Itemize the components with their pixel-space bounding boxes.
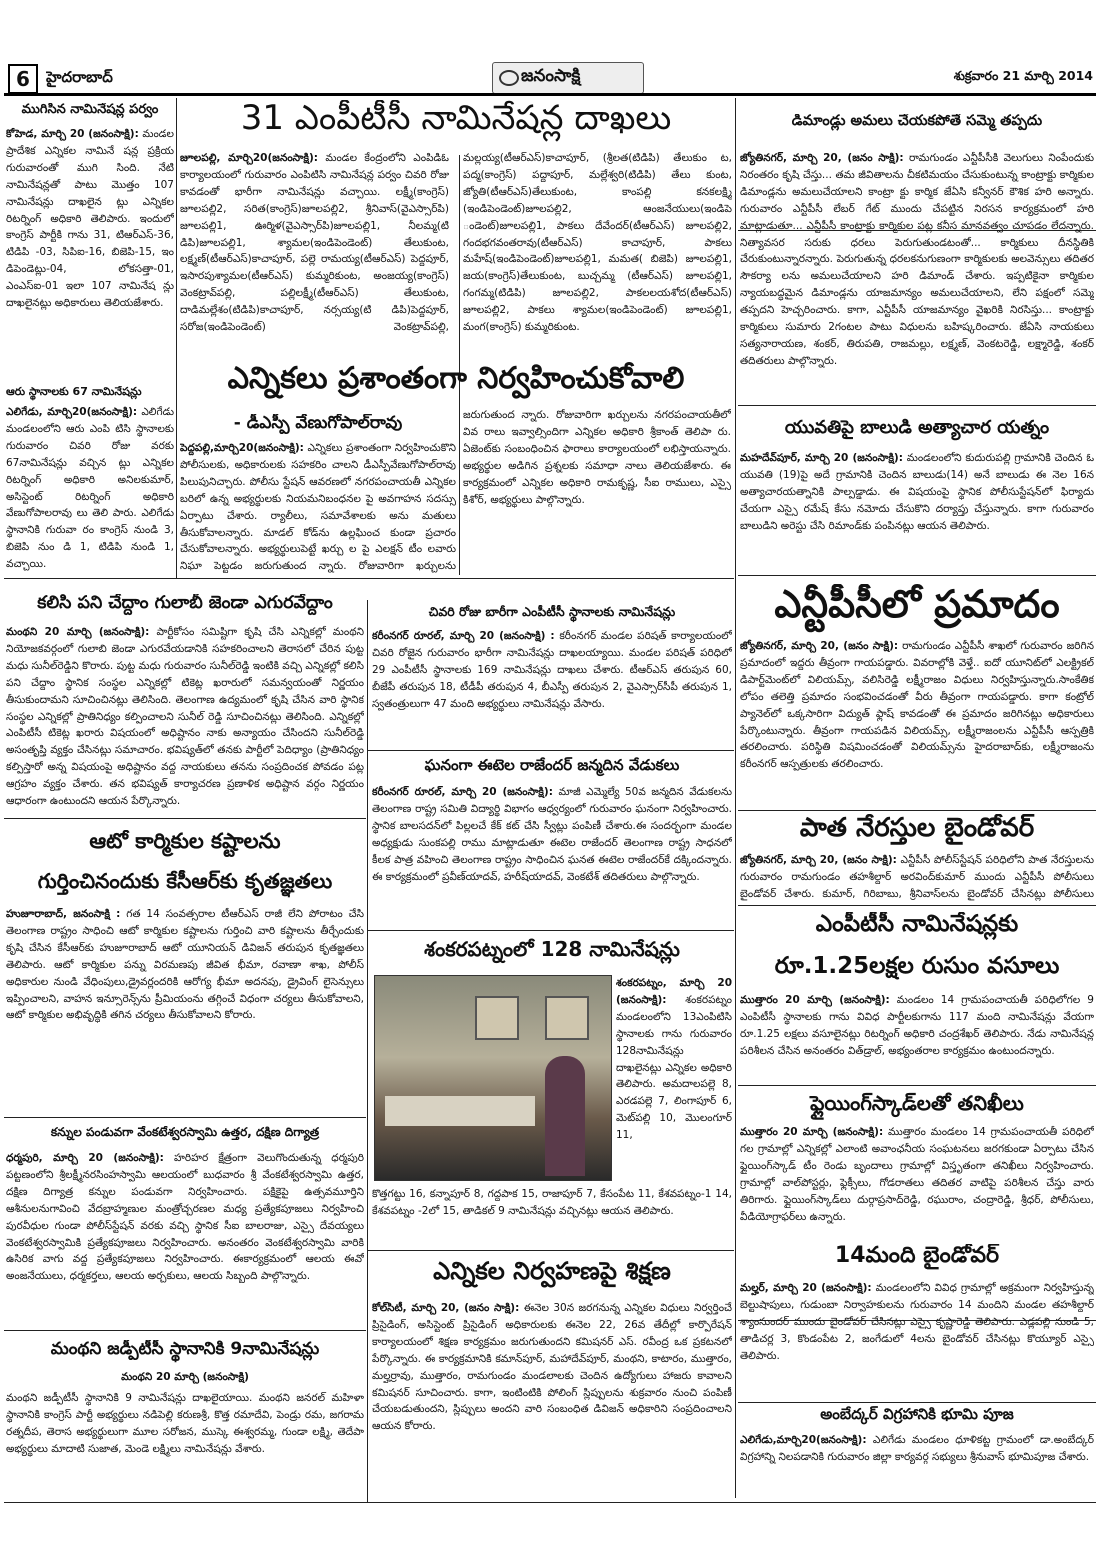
dateline: మల్హర్, మార్చి 20 (జనంసాక్షి): [740,1282,872,1294]
masthead-paper-name: జనంసాక్షి [521,66,581,86]
headline-nominations-over: ముగిసిన నామినేషన్ల పర్వం [21,103,159,117]
article-peaceful-elections-a [180,440,456,574]
article-nominations-over [6,126,174,376]
article-manthani-zptc [6,1390,364,1498]
article-text: ఎలిగేడు మండలం ధూళికట్ట గ్రామంలో డా.అంబేద్కర్ విగ్రహాన్ని నిలపడానికి గురువారం జిల్లా కార్యవర్గ సభ్యులు శ్రీనువాస్ భూమిపూజ చేశారు. [740,1434,1094,1463]
headline-ntpc-accident: ఎన్టీపీసీలో ప్రమాదం [774,584,1060,626]
headline-venkateswara: కన్నుల పండువగా వేంకటేశ్వరస్వామి ఉత్తర, దక్షిణ దిగ్యాత్ర [50,1126,320,1139]
article-mptc-31 [180,150,732,355]
photo-table [385,1096,535,1126]
article-six-seats [6,404,174,574]
article-text: మండల ప్రాదేశిక ఎన్నికల నామినే షన్ల ప్రక్రియ గురువారంతో ముగి సింది. నేటి నామినేషన్లతో పాటు మొత్తం 107 నామినేషన్లు దాఖలైన ట్లు ఎన్నికల రిటర్నింగ్ అధికారి తెలిపారు. ఇందులో కాంగ్రెస్ పార్టీకి గాను 31, టిఆర్ఎస్-36, టిడిపి -03, సిపిఐ-16, బిజెపి-15, ఇం డిపెండెట్లు-04, లోకసత్తా-01, ఎంఎస్ఐ-01 ఇలా 107 నామినేష న్లు దాఖలైనట్లు అధికారులు తెలియజేశారు. [6,128,174,310]
article-text: హరిహర క్షేత్రంగా వెలుగొందుతున్న ధర్మపురి పట్టణంలోని శ్రీలక్ష్మీనరసింహస్వామి ఆలయంలో బుధవారం శ్రీ వేంకటేశ్వరస్వామి ఉత్తర, దక్షిణ దిగ్యాత్ర కన్నుల పండువగా నిర్వహించారు. పక్షికైపై ఉత్సవమూర్తిని ఆశీనులనుగావించి వేదబ్రాహ్మణుల మంత్రోచ్చరణల మధ్య ప్రత్యేకపూజలు నిర్వహించి పురవీధుల గుండా పోలీస్‌స్టేషన్ వరకు వచ్చి స్థానిక సీఐ బాలరాజు, ఎస్సై దేవయ్యలు వెంకటేశ్వరస్వామికి ప్రత్యేకపూజలు నిర్వహించారు. అనంతరం వెంకటేశ్వరస్వామి వారికి ఉసిరిక వాగు వద్ద ప్రత్యేకపూజలు నిర్వహించారు. ఈకార్యక్రమంలో ఆలయ ఈవో అంజనేయులు, ధర్మకర్తలు, ఆలయ అర్చకులు, ఆలయ సిబ్బంది పాల్గొన్నారు. [6,1152,364,1283]
article-training [372,1300,732,1498]
headline-old-criminals: పాత నేరస్తుల బైండోవర్ [799,814,1035,843]
article-text: కొత్తగట్టు 16, కన్నాపూర్ 8, గద్దపాక 15, రాజాపూర్ 7, కేసంపేట 11, కేశవపట్నం-1 14, కేశవపట్నం -2లో 15, తాడికల్ 9 నామినేషన్లు వచ్చినట్లు ఆయన తెలిపారు. [372,1188,732,1217]
dateline: ఎలిగేడు, మార్చి20(జనంసాక్షి): [6,406,138,418]
article-shankarapatnam-bottom [372,1186,732,1246]
masthead-city: హైదరాబాద్ [46,68,113,86]
article-text: మంథని జడ్పీటీసీ స్థానానికి 9 నామినేషన్లు దాఖలైయాయి. మంథని జనరల్ మహిళా స్థానానికి కాంగ్రెస్ పార్టీ అభ్యర్థులు నడిపెల్లి కరుణశ్రీ, కొత్త రమాదేవి, పెండ్రు రమ, జగరామ రత్నదీప, తెరాస అభ్యర్థులుగా మూల సరోజన, ముస్కె ఈశ్వరమ్మ, గుండా లక్ష్మి, తెదేపా అభ్యర్థులు మాదాటి సుజాత, మెండె లక్ష్మిలు నామినేషన్లు వేశారు. [6,1392,364,1455]
dateline: కరీంనగర్ రూరల్, మార్చి 20 (జనంసాక్షి): [372,786,553,798]
headline-manthani-zptc: మంథని జడ్పీటీసీ స్థానానికి 9నామినేషన్లు [50,1340,320,1359]
article-binding14 [740,1280,1094,1398]
article-text: ఈనెల 30న జరగనున్న ఎన్నికల విధులు నిర్వర్తించే ప్రిసైడింగ్, అసిస్టెంట్ ప్రిసైడింగ్ అధికారులకు ఈనెల 22, 26వ తేదీల్లో కార్పొరేషన్ కార్యాలయంలో శిక్షణ కార్యక్రమం జరుగుతుందని కమిషనర్ ఎస్. రవీంద్ర ఒక ప్రకటనలో పేర్కొన్నారు. ఈ కార్యక్రమానికి కమాన్‌పూర్, మహాదేవ్‌పూర్, మంథని, కాటారం, ముత్తారం, మల్హర్రావు, ముత్తారం, రామగుండం మండలాలకు చెందిన ఉద్యోగులు హాజరు కావాలని కమిషనర్ సూచించారు. కాగా, ఇంటింటికి పోలింగ్ స్లిప్పులను శుక్రవారం నుంచి పంపిణీ చేయబడుతుందని, స్లిప్పులు అందని వారి సంబంధిత డివిజన్ అధికారిని సంప్రదించాలని ఆయన కోరారు. [372,1302,732,1433]
headline-binding14: 14మంది బైండోవర్ [834,1244,1000,1268]
masthead-date: శుక్రవారం 21 మార్చి 2014 [953,68,1093,83]
article-attempt [740,450,1094,550]
article-text: మండల కేంద్రంలోని ఎంపిడిఓ కార్యాలయంలో గురువారం ఎంపిటిసి నామినేషన్ల పర్వం చివరి రోజు కావడంతో భారీగా నామినేషన్లు వచ్చాయి. లక్ష్మీ(కాంగ్రెస్) జూలపల్లి2, సరిత(కాంగ్రెస్)జూలపల్లి2, శ్రీనివాస్(వైఎస్సార్‌పి) జూలపల్లి1, ఊర్మిళ(వైఎస్సార్‌పి)జూలపల్లి1, నీలమ్మ(టి డిపి)జూలపల్లి1, శ్యామల(ఇండిపెండెంట్) తేలుకుంట, లక్ష్మణ్(టీఆర్ఎస్)కాచాపూర్, పల్లె రామయ్య(టీఆర్ఎస్) పెద్దపూర్, ఇసారపుశ్యామల(టీఆర్ఎస్) కుమ్మరికుంట, అంజయ్య(కాంగ్రెస్) వెంకట్రావ్‌పల్లి, పల్లిలక్ష్మీ(టీఆర్ఎస్) తేలుకుంట, దాడిమల్లేశం(టిడిపి)కాచాపూర్, నర్సయ్య(టి డిపి)పెద్దపూర్, సరోజ(ఇండిపెండెంట్) వెంకట్రావ్‌పల్లి, మల్లయ్య(టీఆర్ఎస్)కాచాపూర్, (శ్రీలత(టిడిపి) తేలుకుం ట, పద్మ(కాంగ్రెస్) పద్దాపూర్, మల్లేశ్వరి(టిడిపి) తేలు కుంట, జ్యోతి(టీఆర్ఎస్)తేలుకుంట, కాంపల్లి కనకలక్ష్మి (ఇండిపెండెంట్)జూలపల్లి2, ఆంజనేయులు(ఇండిపె ండెంట్)జూలపల్లి1, పాకలు దేవేందర్(టీఆర్ఎస్) జూలపల్లి2, గందభగవంతరావు(టీఆర్ఎస్) కాచాపూర్, పాకలు మహేష్(ఇండిపెండెంట్)జూలపల్లి1, మమత( బిజెపి) జూలపల్లి1, జయ(కాంగ్రెస్)తేలుకుంట, బుచ్చమ్మ (టీఆర్ఎస్) జూలపల్లి1, గంగమ్మ(టిడిపి) జూలపల్లి2, పాకలలయశోద(టీఆర్ఎస్) జూలపల్లి2, పాకలు శ్యామల(ఇండిపెండెంట్) జూలపల్లి1, మంగ(కాంగ్రెస్) కుమ్మరికుంట. [180,152,732,334]
article-flying-squad [740,1124,1094,1232]
eye-logo-icon [499,70,519,86]
dateline: జూలపల్లి, మార్చి20(జనంసాక్షి): [180,152,318,164]
headline-mptc-31: 31 ఎంపీటీసీ నామినేషన్ల దాఖలు [240,100,672,138]
article-peaceful-elections-b [463,408,731,574]
dateline: ధర్మపురి, మార్చి 20 (జనంసాక్షి): [6,1152,164,1164]
dateline: జ్యోతినగర్, మార్చి 20, (జనం సాక్షి): [740,640,899,652]
dateline: ముత్తారం 20 మార్చి (జనంసాక్షి): [740,994,890,1006]
article-text: ఎలిగేడు మండలంలోని ఆరు ఎంపి టిసి స్థానాలకు గురువారం చివరి రోజు వరకు 67నామినేషన్లు వచ్చిన ట్లు ఎన్నికల రిటర్నింగ్ అధికారి అనిలకుమార్, అసిస్టెంట్ రిటర్నింగ్ అధికారి వేణుగోపాలరావు లు తెలి పారు. ఎలిగేడు స్థానానికి గురువా రం కాంగ్రెస్ నుండి 3, బిజెపి నుం డి 1, టిడిపి నుండి 1, వచ్చాయి. [6,406,174,571]
masthead-logo [492,62,644,94]
headline-shankarapatnam: శంకరపట్నంలో 128 నామినేషన్లు [424,938,680,961]
headline-fee-2: రూ.1.25లక్షల రుసుం వసూలు [774,954,1060,979]
photo-window-2 [545,996,589,1040]
article-text: మండలంలోని కుదురుపల్లి గ్రామానికి చెందిన ఓ యువతి (19)పై అదే గ్రామానికి చెందిన బాలుడు(14) అనే బాలుడు ఈ నెల 16న అత్యాచారయత్నానికి పాల్పడ్డాడు. ఈ విషయంపై స్థానిక పోలీసుస్టేషన్‌లో ఫిర్యాదు చేయగా ఎస్సై రమేష్ కేసు నమోదు చేసుకొని దర్యాప్తు చేస్తున్నారు. కాగా గురువారం బాలుడిని అరెస్టు చేసి రిమాండ్‌కు పంపినట్లు ఆయన తెలిపారు. [740,452,1094,532]
dateline: పెద్దపల్లి,మార్చి20(జనంసాక్షి): [180,442,304,454]
article-etela-birthday [372,784,732,926]
article-text: గత 14 సంవత్సరాల టీఆర్ఎస్ రాజీ లేని పోరాటం చేసి తెలంగాణ రాష్ట్రం సాధించి ఆటో కార్మికుల కష్టాలను గుర్తించి వారి కష్టాలను తీర్చేందుకు కృషి చేసిన కేసీఆర్‌కు హుజూరాబాద్ ఆటో యూనియన్ డివిజన్ తరుపున కృతజ్ఞతలు తెలిపారు. ఆటో కార్మికుల పన్ను విరమణపు జీవిత భీమా, రవాణా శాఖ, పోలీస్ అధికారుల నుండి వేధింపులు,డ్రైవర్లందరికి ఆరోగ్య భీమా అదనపు, డ్రైవింగ్ లైసెన్సులు ఇప్పించాలని, వాహన ఇన్సూరెన్స్‌ను ప్రీమియంను తగ్గించే విధంగా చర్యలు తీసుకోవాలని, ఆటో కార్మికుల అభివృద్ధికి తగిన చర్యలు తీసుకోవాలని కోరారు. [6,908,364,1022]
article-text: మాజీ ఎమ్మెల్యే 50వ జన్మదిన వేడుకలను తెలంగాణ రాష్ట్ర సమితి విద్యార్థి విభాగం ఆధ్వర్యంలో గురువారం ఘనంగా నిర్వహించారు. స్థానిక బాలసదన్‌లో పిల్లలచే కేక్ కట్ చేసి స్వీట్లు పంపిణీ చేశారు.ఈ సందర్భంగా మండల అధ్యక్షుడు సుంకపల్లి రాము మాట్లాడుతూ ఈటెల రాజేందర్ తెలంగాణ రాష్ట్ర సాధనలో కీలక పాత్ర వహించి తెలంగాణ రాష్ట్రం సాధించిన ఘనత ఈటెల రాజేందర్‌కే దక్కిందన్నారు. ఈ కార్యక్రమంలో ప్రవీణ్‌యాదవ్, హరీష్‌యాదవ్, వెంకటేశ్ తదితరులు పాల్గొన్నారు. [372,786,732,883]
article-pink-flag [6,624,364,814]
article-ambedkar [740,1432,1094,1498]
headline-peaceful-elections: ఎన్నికలు ప్రశాంతంగా నిర్వహించుకోవాలి [227,362,685,396]
dateline: శంకరపట్నం, మార్చి 20 (జనంసాక్షి): [616,977,732,1006]
article-text: ఎన్టీపీసీ పోలీస్‌స్టేషన్ పరిధిలోని పాత నేరస్తులను గురువారం రామగుండం తహశీల్దార్ అరవింద్‌కుమార్ ముందు ఎన్టీపీసీ పోలీసులు బైండోవర్ చేశారు. కుమార్, గిరిబాబు, శ్రీనివాస్‌లను బైండోవర్ చేసినట్లు పోలీసులు [740,854,1094,900]
headline-fee-1: ఎంపీటీసీ నామినేషన్లకు [815,912,1019,937]
dateline: ఎలిగేడు,మార్చి20(జనంసాక్షి): [740,1434,867,1446]
headline-strike: డిమాండ్లు అమలు చేయకపోతే సమ్మె తప్పదు [791,114,1043,129]
headline-attempt: యువతిపై బాలుడి అత్యాచార యత్నం [740,418,1094,446]
article-last-day [372,628,732,746]
article-text: మండలం 14 గ్రామపంచాయతీ పరిధిలోగల 9 ఎంపిటీసీ స్థానాలకు గాను వివిధ పార్టీలకుగాను 117 మంది నామినేషన్లు వేయగా రూ.1.25 లక్షలు వసూలైనట్లు రిటర్నింగ్ అధికారి చంద్రశేఖర్ తెలిపారు. నేడు నామినేషన్ల పరిశీలన చేసిన అనంతరం విత్‌డ్రాల్, అభ్యంతరాల కార్యక్రమం ఉంటుందన్నారు. [740,994,1094,1057]
article-text: జరుగుతుంద న్నారు. రోజువారిగా ఖర్చులను నగరపంచాయతీలో వివ రాలు ఇవ్వాల్సిందిగా ఎన్నికల అధికారి శ్రీకాంత్ తెలిపా రు. ఏజెంట్‌కు సంబంధించిన ఫారాలు కార్యాలయంలో లభిస్తాయన్నారు. అభ్యర్థుల అడిగిన ప్రశ్నలకు సమాధా నాలు తెలియజేశారు. ఈ కార్యక్రమంలో ఎన్నికల అధికారి రామకృష్ణ, సీఐ రాములు, ఎస్సై కిశోర్, అభ్యర్థులు పాల్గొన్నారు. [463,409,731,506]
article-ntpc-accident [740,638,1094,806]
article-text: ముత్తారం మండలం 14 గ్రామపంచాయతీ పరిధిలో గల గ్రామాల్లో ఎన్నికల్లో ఎలాంటి అవాంఛనీయ సంఘటనలు జరగకుండా ఏర్పాటు చేసిన ఫ్లైయింగ్‌స్కాడ్ టీం రెండు బృందాలు గ్రామాల్లో విస్తృతంగా తనిఖీలు నిర్వహించారు. గ్రామాల్లో వాల్‌పోస్టర్లు, ఫ్లెక్సీలు, గోడరాతలు తదితర వాటిపై పరిశీలన చేస్తు వారు తిరిగారు. ఫ్లైయింగ్‌స్కాడ్‌లు దుర్గాప్రసాద్‌రెడ్డి, రఘురాం, చంద్రారెడ్డి, శ్రీధర్, పోలీసులు, వీడియోగ్రాఫర్‌లు ఉన్నారు. [740,1126,1094,1223]
dateline: హుజూరాబాద్, జనంసాక్షి : [6,908,121,920]
headline-pink-flag: కలిసి పని చేద్దాం గులాబీ జెండా ఎగురవేద్దాం [37,594,333,613]
article-text: పార్టీకోసం సమిష్టిగా కృషి చేసి ఎన్నికల్లో మంథని నియోజకవర్గంలో గులాబి జెండా ఎగురవేయడానికి సహకరించాలని తెరాసలో చేరిన పుట్ట మధు సునీల్‌రెడ్డిని కొరారు. పుట్ట మధు గురువారం సునీల్‌రెడ్డి ఇంటికి వచ్చి ఎన్నికల్లో కలిసి పని చేద్దాం స్థానిక సంస్థల ఎన్నికల్లో టికెట్ల ఖరారులో సమన్వయంతో నిర్ణయం తీసుకుందామని సూచించినట్లు తెలిసింది. తెలంగాణ ఉద్యమంలో కృషి చేసిన వారి స్థానిక సంస్థల ఎన్నికల్లో ప్రాతినిధ్యం కల్పించాలని సునీల్ రెడ్డి సూచించినట్లు తెలిసింది. ఎన్నికల్లో ఎంపిటీసీ టికెట్ల ఖరారు విషయంలో అధిష్టానం నాకు అన్యాయం చేసిందని సునీల్‌రెడ్డి అసంతృప్తి వ్యక్తం చేసినట్లు సమాచారం. భవిష్యత్‌లో తనకు పార్టీలో పెదిధ్యాం (ప్రాతినిధ్యం కల్పిస్తారో అన్న విషయంపై అధిష్టానం వద్ద నాయకులు తనను సంప్రదించక పోవడం పట్ల ఆగ్రహం వ్యక్తం చేశారు. తన భవిష్యత్ కార్యాచరణ ప్రణాళిక అధిష్టాన వర్గం నిర్ణయం ఆధారంగా ఉంటుందని ఆయన పేర్కొన్నారు. [6,626,364,808]
article-fee [740,992,1094,1082]
headline-ambedkar: అంబేద్కర్ విగ్రహానికి భూమి పూజ [820,1406,1014,1423]
dateline: మంథని 20 మార్చి (జనంసాక్షి): [6,626,150,638]
dateline-manthani-zptc: మంథని 20 మార్చి (జనంసాక్షి) [121,1372,249,1383]
article-text: కరీంనగర్ మండల పరిషత్ కార్యాలయంలో చివరి రోజైన గురువారం భారీగా నామినేషన్లు దాఖలయ్యాయి. మండల పరిషత్ పరిధిలో 29 ఎంపీటీసీ స్థానాలకు 169 నామినేషన్లు దాఖలు చేశారు. టీఆర్ఎస్ తరుపున 60, బీజేపీ తరుపున 18, టీడీపీ తరుపున 4, బీఎస్పీ తరుపున 2, వైఎస్సార్‌సీపీ తరుపున 1, స్వతంత్రులుగా 47 మంది అభ్యర్థులు నామినేషన్లు వేసారు. [372,630,732,710]
headline-auto-workers-2: గుర్తించినందుకు కేసీఆర్‌కు కృతజ్ఞతలు [37,870,333,893]
headline-training: ఎన్నికల నిర్వహణపై శిక్షణ [433,1258,671,1285]
dateline: ముత్తారం 20 మార్చి (జనంసాక్షి): [740,1126,884,1138]
article-venkateswara [6,1150,364,1326]
headline-flying-squad: ఫ్లైయింగ్‌స్కాడ్‌లతో తనిఖీలు [810,1092,1024,1115]
dateline: కరీంనగర్ రూరల్, మార్చి 20 (జనంసాక్షి) : [372,630,555,642]
photo-window-1 [475,996,519,1040]
article-text: ఎన్నికలు ప్రశాంతంగా నిర్వహించుకొని పోలీసులకు, అధికారులకు సహకరిం చాలని డీఎస్పీవేణుగోపాల్‌రావు పిలుపునిచ్చారు. పోలీసు స్టేషన్ ఆవరణలో నగరపంచాయతీ ఎన్నికల బరిలో ఉన్న అభ్యర్థులకు నియమనిబంధనల పై అవగాహన సదస్సు ఏర్పాటు చేశారు. ర్యాలీలు, సమావేశాలకు అను మతులు తీసుకోవాలన్నారు. మాడల్ కోడ్‌ను ఉల్లఘించ కుండా ప్రచారం చేసుకోవాలన్నారు. అభ్యర్థులుపెట్టే ఖర్చు ల పై ఎలక్షన్ టీం లవారు నిఘా పెట్టడం జరుగుతుంద న్నారు. రోజువారిగా ఖర్చులను [180,442,456,573]
article-text: రామగుండం ఎన్టీపీసీ శాఖలో గురువారం జరిగిన ప్రమాదంలో ఇద్దరు తీవ్రంగా గాయపడ్డారు. వివరాల్లోకి వెళ్తే.. ఐదో యూనిట్‌లో ఎలక్ట్రికల్ డిపార్ట్‌మెంట్‌లో విలియమ్స్, వలిసిరెడ్డి లక్ష్మీరాజం విధులు నిర్వహిస్తున్నారు.సాంకేతిక లోపం తలెత్తి ప్రమాదం సంభవించడంతో వీరు తీవ్రంగా గాయపడ్డారు. కాగా కంట్రోల్ ప్యానెల్‌లో ఒక్కసారిగా విద్యుత్ ఫ్లాష్ కావడంతో ఈ ప్రమాదం జరిగినట్లు అధికారులు పేర్కొంటున్నారు. తీవ్రంగా గాయపడిన విలియమ్స్, లక్ష్మీరాజంలను ఎన్టీపీసీ ఆస్పత్రికి తరలించారు. పరిస్థితి విషమించడంతో విలియమ్స్‌ను హైదరాబాద్‌కు, లక్ష్మీరాజంను కరీంనగర్ ఆస్పత్రులకు తరలించారు. [740,640,1094,771]
page-number: 6 [8,64,38,94]
headline-auto-workers-1: ఆటో కార్మికుల కష్టాలను [89,830,281,853]
article-shankarapatnam-side [616,975,732,1185]
dateline: కోహెడ, మార్చి 20 (జనంసాక్షి): [6,128,139,140]
subhead-dsp: - డీఎస్పీ వేణుగోపాల్‌రావు [233,414,403,433]
article-text: శంకరపట్నం మండలంలోని 13ఎంపిటిసి స్థానాలకు గాను గురువారం 128నామినేషన్లు దాఖలైనట్లు ఎన్నికల అధికారి తెలిపారు. అమదాలపల్లె 8, ఎరడపల్లె 7, లింగాపూర్ 6, మెట్‌పల్లి 10, మొలంగూర్ 11, [616,993,732,1142]
article-old-criminals [740,852,1094,904]
news-photo [374,975,612,1181]
article-auto-workers [6,906,364,1112]
article-text: రామగుండం ఎన్టీపీసీకి వెలుగులు నింపేందుకు నిరంతరం కృషి చేస్తు... తమ జీవితాలను చీకటిమయం చేసుకుంటున్న కాంట్రాక్టు కార్మికుల డిమాండ్లను అమలుచేయాలని కాంట్రా క్టు కార్మిక జేఏసి కన్వీనర్ కౌశిక హరి అన్నారు. గురువారం ఎన్టీపీసీ లేబర్ గేట్ ముందు చేపట్టిన నిరసన కార్యక్రమంలో హరి మాట్లాడుతూ... ఎన్టీపీసీ కాంట్రాక్టు కార్మికుల పట్ల కనీస మానవత్వం చూపడం లేదన్నారు. నిత్యావసర సరుకు ధరలు పెరుగుతుండటంతో... కార్మికులు దీనస్థితికి చేరుకుంటున్నారన్నారు. పెరుగుతున్న ధరలకనుగుణంగా కార్మికులకు అలవెన్సులు తదితర సౌకర్యా లను అమలుచేయాలని హరి డిమాండ్ చేశారు. ఇప్పటికైనా కార్మికుల న్యాయబద్ధమైన డిమాండ్లను యాజమాన్యం అమలుచేయాలని, లేని పక్షంలో సమ్మె తప్పదని హెచ్చరించారు. కాగా, ఎన్టీపీసీ యాజమాన్యం వైఖరికి నిరసిస్తు... కాంట్రాక్టు కార్మికులు సుమారు 2గంటల పాటు విధులను బహిష్కరించారు. జేఏసి నాయకులు సత్యనారాయణ, శంకర్, తిరుపతి, రాజమల్లు, లక్ష్మణ్, వెంకటరెడ్డి, లక్ష్మారెడ్డి, శంకర్ తదితరులు పాల్గొన్నారు. [740,152,1094,367]
headline-last-day: చివరి రోజు బారీగా ఎంపీటీసీ స్థానాలకు నామినేషన్లు [428,605,676,619]
headline-six-seats: ఆరు స్థానాలకు 67 నామినేషన్లు [6,386,142,398]
dateline: జ్యోతినగర్, మార్చి 20, (జనం సాక్షి): [740,854,897,866]
headline-etela-birthday: ఘనంగా ఈటెల రాజేందర్ జన్మదిన వేడుకలు [424,757,680,774]
photo-person [545,1056,585,1176]
dateline: జ్యోతినగర్, మార్చి 20, (జనం సాక్షి): [740,152,904,164]
dateline: కోల్‌సిటీ, మార్చి 20, (జనం సాక్షి): [372,1302,520,1314]
dateline: మహదేవ్‌పూర్, మార్చి 20 (జనంసాక్షి): [740,452,903,464]
article-text: మండలంలోని వివిధ గ్రామాల్లో అక్రమంగా నిర్వహిస్తున్న బెల్టుషాపులు, గుడుంబా నిర్వాహకులను గురువారం 14 మందిని మండల తహశీల్దార్ శ్యాంసుందర్ ముందు బైండోవర్ చేసినట్లు ఎస్సై కృష్ణారెడ్డి తెలిపారు. ఎడ్లపల్లి నుండి 5, తాడిచర్ల 3, కొండంపేట 2, జంగేడులో 4లను బైండోవర్ చేసినట్లు కొయ్యూర్ ఎస్సై తెలిపారు. [740,1282,1094,1362]
